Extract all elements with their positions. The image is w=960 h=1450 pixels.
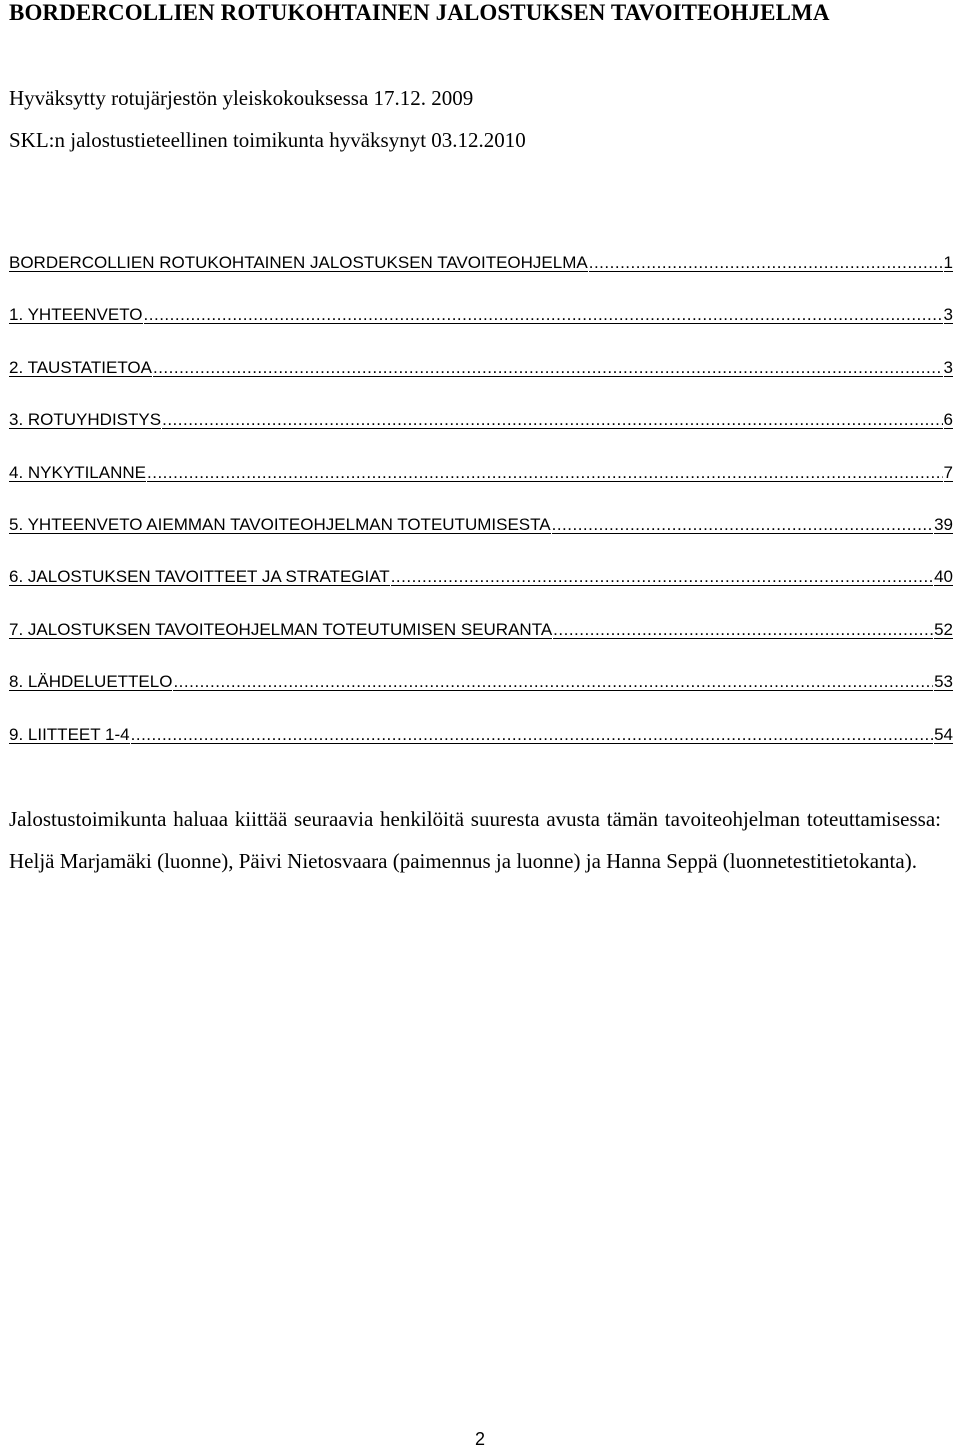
toc-entry-page: 7 [943, 462, 953, 482]
toc-dot-leader [131, 727, 933, 744]
toc-entry-title: 3. ROTUYHDISTYS [9, 410, 162, 430]
toc-dot-leader [153, 360, 943, 377]
toc-dot-leader [162, 412, 942, 429]
toc-entry[interactable] [9, 356, 953, 408]
toc-entry[interactable] [9, 670, 953, 722]
toc-entry[interactable] [9, 461, 953, 513]
toc-entry-title: 8. LÄHDELUETTELO [9, 672, 173, 692]
toc-entry-title: BORDERCOLLIEN ROTUKOHTAINEN JALOSTUKSEN TAVOITEOHJELMA [9, 253, 588, 272]
toc-entry-page: 1 [943, 253, 953, 272]
toc-entry-page: 39 [934, 514, 953, 534]
toc-dot-leader [147, 465, 943, 482]
toc-entry-title: 7. JALOSTUKSEN TAVOITEOHJELMAN TOTEUTUMISEN SEURANTA [9, 619, 553, 639]
toc-entry-page: 6 [943, 410, 953, 430]
toc-entry[interactable] [9, 303, 953, 355]
toc-dot-leader [552, 517, 933, 534]
acknowledgement-paragraph: Jalostustoimikunta haluaa kiittää seuraavia henkilöitä suuresta avusta tämän tavoiteohjelman toteuttamisessa: Heljä Marjamäki (luonne), Päivi Nietosvaara (paimennus ja luonne) ja Hanna Seppä (luonnetestitietokanta). [9, 807, 941, 873]
document-title: BORDERCOLLIEN ROTUKOHTAINEN JALOSTUKSEN TAVOITEOHJELMA [9, 0, 830, 25]
toc-entry-page: 53 [934, 672, 953, 692]
approval-line-association: Hyväksytty rotujärjestön yleiskokouksessa 17.12. 2009 [9, 86, 474, 110]
toc-dot-leader [589, 255, 943, 272]
approval-line-skl: SKL:n jalostustieteellinen toimikunta hyväksynyt 03.12.2010 [9, 128, 526, 152]
toc-dot-leader [553, 622, 933, 639]
toc-entry[interactable] [9, 251, 953, 303]
toc-dot-leader [391, 569, 933, 586]
toc-entry-title: 6. JALOSTUKSEN TAVOITTEET JA STRATEGIAT [9, 567, 390, 587]
toc-entry-title: 1. YHTEENVETO [9, 305, 143, 325]
toc-entry-page: 54 [934, 724, 953, 744]
page-number: 2 [474, 1429, 485, 1449]
toc-entry-title: 4. NYKYTILANNE [9, 462, 146, 482]
toc-entry-title: 2. TAUSTATIETOA [9, 357, 152, 377]
toc-entry-page: 3 [943, 357, 953, 377]
toc-entry[interactable] [9, 618, 953, 670]
toc-entry-title: 9. LIITTEET 1-4 [9, 724, 130, 744]
toc-entry-page: 40 [934, 567, 953, 587]
toc-dot-leader [144, 307, 943, 324]
toc-dot-leader [173, 674, 933, 691]
table-of-contents [9, 251, 953, 775]
toc-entry[interactable] [9, 513, 953, 565]
toc-entry-page: 52 [934, 619, 953, 639]
toc-entry[interactable] [9, 408, 953, 460]
toc-entry[interactable] [9, 565, 953, 617]
toc-entry[interactable] [9, 723, 953, 775]
toc-entry-title: 5. YHTEENVETO AIEMMAN TAVOITEOHJELMAN TOTEUTUMISESTA [9, 514, 551, 534]
toc-entry-page: 3 [943, 305, 953, 325]
